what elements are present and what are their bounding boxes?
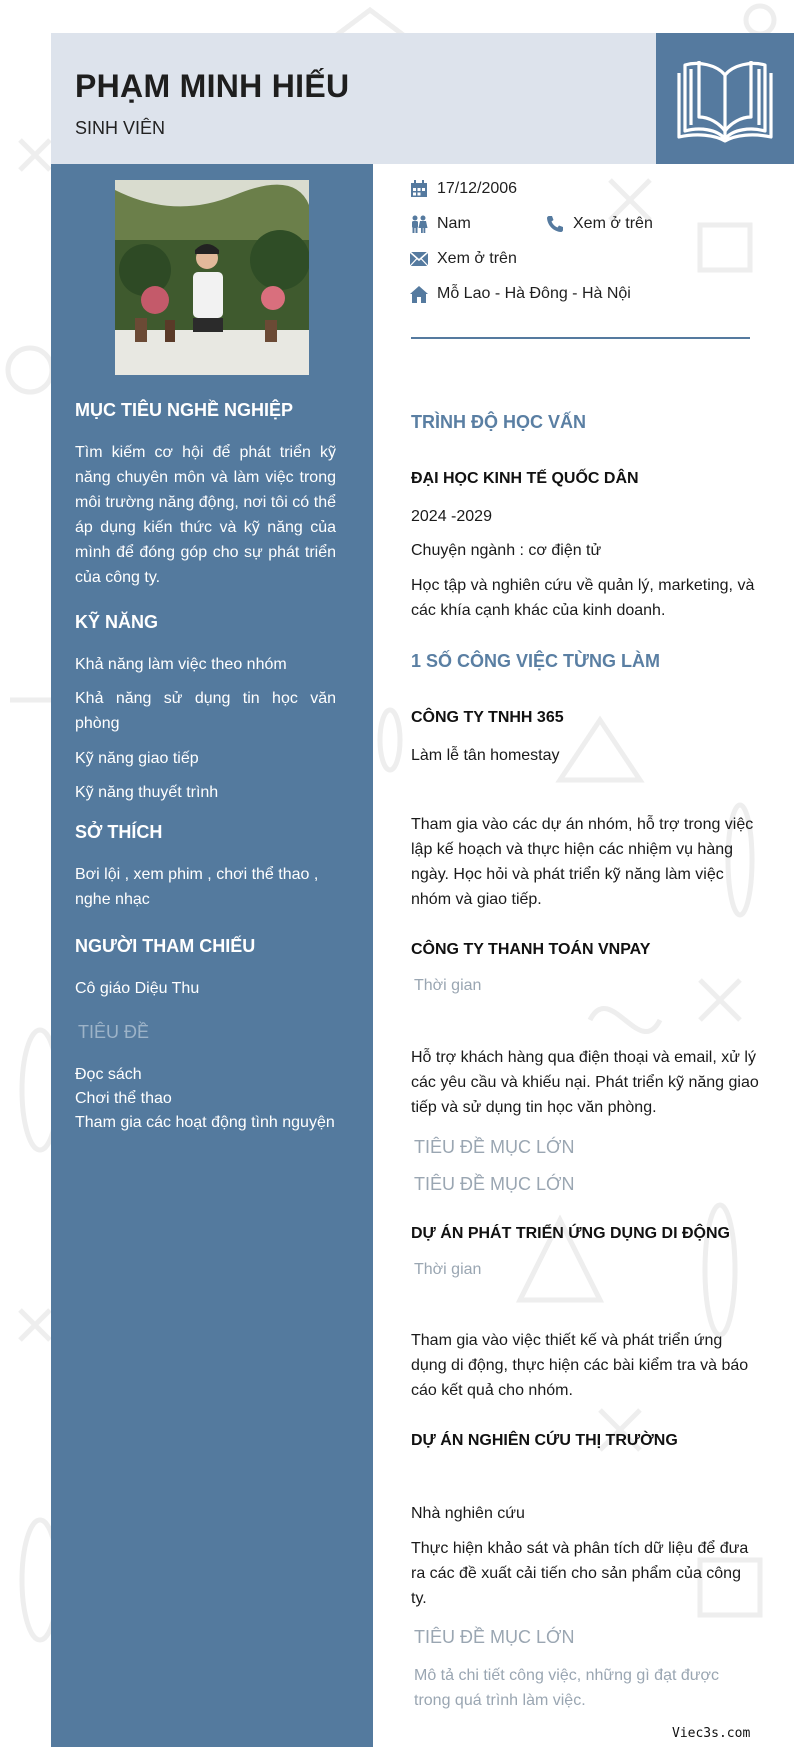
job2-company: CÔNG TY THANH TOÁN VNPAY bbox=[411, 941, 651, 958]
skill-item: Khả năng sử dụng tin học văn phòng bbox=[75, 690, 336, 732]
project2-description: Thực hiện khảo sát và phân tích dữ liệu để đưa ra các đề xuất cải tiến cho sản phẩm của công ty. bbox=[411, 1540, 749, 1607]
objective-text: Tìm kiếm cơ hội để phát triển kỹ năng chuyên môn và làm việc trong môi trường năng động, nơi tôi có thể áp dụng kiến thức và kỹ năng của mình để đóng góp cho sự phát triển của công ty. bbox=[75, 444, 336, 586]
education-years: 2024 -2029 bbox=[411, 508, 492, 525]
phone-row bbox=[546, 215, 653, 233]
skill-item: Kỹ năng thuyết trình bbox=[75, 784, 219, 801]
candidate-name: PHẠM MINH HIẾU bbox=[75, 68, 350, 104]
extra-item: Tham gia các hoạt động tình nguyện bbox=[75, 1114, 335, 1131]
birthday-row bbox=[410, 180, 517, 198]
job1-position: Làm lễ tân homestay bbox=[411, 747, 560, 764]
contact-divider bbox=[411, 337, 750, 339]
project1-title: DỰ ÁN PHÁT TRIỂN ỨNG DỤNG DI ĐỘNG bbox=[411, 1225, 730, 1242]
placeholder-description: Mô tả chi tiết công việc, những gì đạt được trong quá trình làm việc. bbox=[414, 1667, 719, 1709]
extra-title: TIÊU ĐỀ bbox=[78, 1022, 150, 1042]
skill-item: Khả năng làm việc theo nhóm bbox=[75, 656, 287, 673]
sidebar bbox=[51, 164, 373, 1747]
open-book-icon bbox=[677, 53, 773, 145]
calendar-icon bbox=[410, 180, 428, 198]
objective-title: MỤC TIÊU NGHỀ NGHIỆP bbox=[75, 400, 294, 420]
job1-company: CÔNG TY TNHH 365 bbox=[411, 709, 564, 726]
email-icon bbox=[410, 252, 428, 266]
gender-row bbox=[410, 215, 471, 233]
project2-title: DỰ ÁN NGHIÊN CỨU THỊ TRƯỜNG bbox=[411, 1432, 678, 1449]
school-name: ĐẠI HỌC KINH TẾ QUỐC DÂN bbox=[411, 470, 639, 487]
phone-value: Xem ở trên bbox=[573, 215, 653, 232]
extra-item: Chơi thể thao bbox=[75, 1090, 172, 1107]
hobbies-title: SỞ THÍCH bbox=[75, 822, 163, 842]
project2-role: Nhà nghiên cứu bbox=[411, 1505, 525, 1522]
home-icon bbox=[410, 286, 428, 303]
email-value: Xem ở trên bbox=[437, 250, 517, 267]
phone-icon bbox=[546, 215, 564, 233]
skill-item: Kỹ năng giao tiếp bbox=[75, 750, 199, 767]
gender-icon bbox=[410, 215, 428, 233]
reference-title: NGƯỜI THAM CHIẾU bbox=[75, 936, 256, 956]
work-title: 1 SỐ CÔNG VIỆC TỪNG LÀM bbox=[411, 651, 660, 671]
extra-item: Đọc sách bbox=[75, 1066, 142, 1083]
gender-value: Nam bbox=[437, 215, 471, 232]
reference-text: Cô giáo Diệu Thu bbox=[75, 980, 200, 997]
placeholder-heading: TIÊU ĐỀ MỤC LỚN bbox=[414, 1627, 575, 1647]
education-title: TRÌNH ĐỘ HỌC VẤN bbox=[411, 412, 586, 432]
job2-description: Hỗ trợ khách hàng qua điện thoại và email, xử lý các yêu cầu và khiếu nại. Phát triển kỹ năng giao tiếp và sử dụng tin học văn phòng. bbox=[411, 1049, 759, 1116]
address-row bbox=[410, 285, 631, 303]
hobbies-text: Bơi lội , xem phim , chơi thể thao , nghe nhạc bbox=[75, 866, 319, 908]
address-value: Mỗ Lao - Hà Đông - Hà Nội bbox=[437, 285, 631, 302]
project1-description: Tham gia vào việc thiết kế và phát triển ứng dụng di động, thực hiện các bài kiểm tra và báo cáo kết quả cho nhóm. bbox=[411, 1332, 749, 1399]
skills-title: KỸ NĂNG bbox=[75, 612, 159, 632]
education-major: Chuyện ngành : cơ điện tử bbox=[411, 542, 602, 559]
placeholder-heading: TIÊU ĐỀ MỤC LỚN bbox=[414, 1137, 575, 1157]
watermark-text: Viec3s.com bbox=[672, 1726, 751, 1741]
placeholder-heading: TIÊU ĐỀ MỤC LỚN bbox=[414, 1174, 575, 1194]
profile-photo bbox=[115, 180, 309, 375]
job2-time: Thời gian bbox=[414, 977, 482, 994]
email-row bbox=[410, 250, 517, 268]
candidate-role: SINH VIÊN bbox=[75, 118, 166, 138]
project1-time: Thời gian bbox=[414, 1261, 482, 1278]
job1-description: Tham gia vào các dự án nhóm, hỗ trợ trong việc lập kế hoạch và thực hiện các nhiệm vụ hàng ngày. Học hỏi và phát triển kỹ năng làm việc nhóm và giao tiếp. bbox=[411, 816, 754, 908]
education-description: Học tập và nghiên cứu về quản lý, marketing, và các khía cạnh khác của kinh doanh. bbox=[411, 577, 755, 619]
birthday-value: 17/12/2006 bbox=[437, 180, 518, 197]
header-icon-box bbox=[656, 33, 794, 164]
header bbox=[51, 33, 656, 164]
